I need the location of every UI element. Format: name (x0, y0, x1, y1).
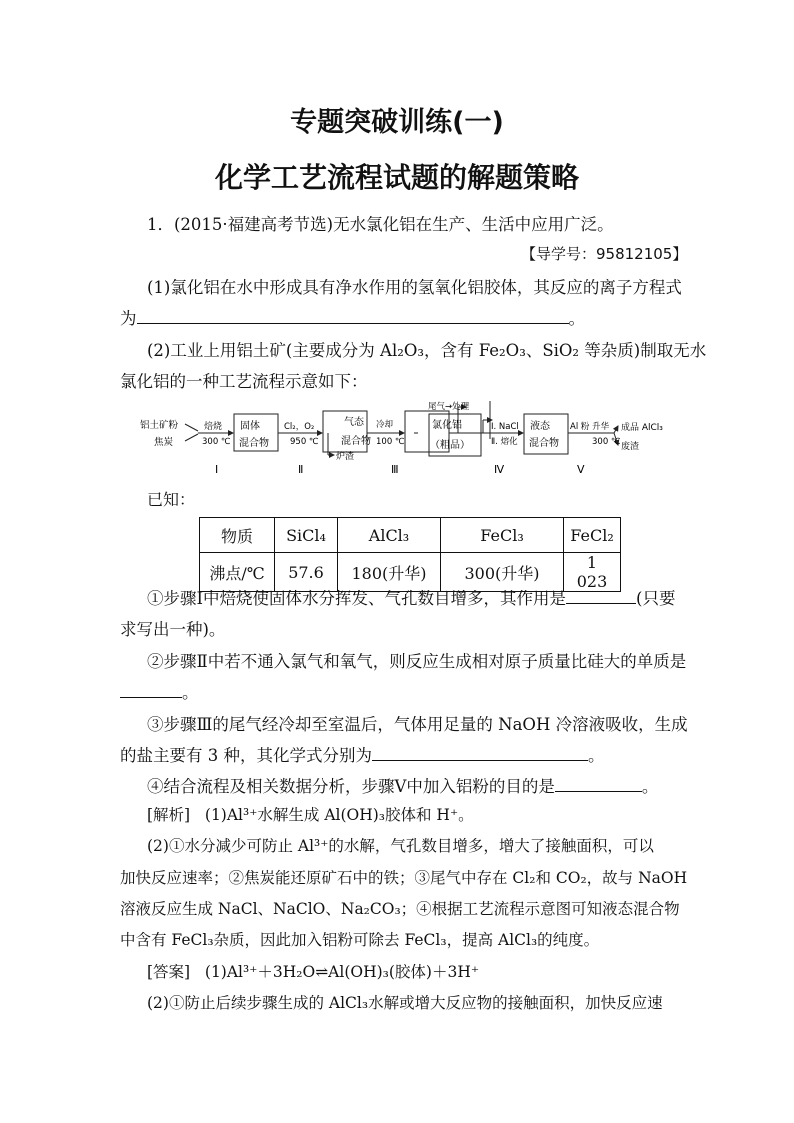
flow-arrow4-bottom: Ⅱ. 熔化 (491, 437, 518, 447)
flow-step-2: Ⅱ (298, 463, 304, 476)
answer-line1 (147, 960, 479, 982)
answer-blank-3[interactable] (120, 683, 182, 698)
page-title: 专题突破训练(一) (290, 107, 504, 138)
sub1-line1 (147, 585, 675, 609)
sub3-line2 (120, 742, 605, 766)
analysis-label: [解析] (147, 806, 191, 824)
answer-text: (1)Al³⁺＋3H₂O⇌Al(OH)₃(胶体)＋3H⁺ (204, 963, 480, 981)
flow-step-4: Ⅳ (494, 463, 505, 476)
table-header: FeCl₂ (564, 518, 621, 553)
sub4-line1 (147, 773, 658, 797)
part1-prefix: 为 (120, 309, 137, 328)
part1-end: 。 (568, 309, 585, 328)
table-cell: 57.6 (275, 553, 338, 592)
sub3-text: 的盐主要有 3 种，其化学式分别为 (120, 746, 372, 765)
flow-box1-line1: 固体 (240, 421, 260, 432)
sub1-suffix: (只要 (636, 589, 676, 608)
answer-blank-4[interactable] (372, 746, 588, 761)
flow-arrow3-bottom: 100 ℃ (376, 437, 405, 447)
flow-arrow4-top: Ⅰ. NaCl (491, 422, 519, 432)
flow-step-3: Ⅲ (391, 463, 399, 476)
analysis-line5: 中含有 FeCl₃杂质，因此加入铝粉可除去 FeCl₃，提高 AlCl₃的纯度。 (120, 931, 600, 949)
process-flow-diagram (140, 398, 685, 478)
part1-line2 (120, 305, 585, 329)
flow-tail-gas: 尾气→处理 (428, 402, 470, 412)
flow-arrow2-bottom: 950 ℃ (290, 437, 319, 447)
table-header: SiCl₄ (275, 518, 338, 553)
table-header-row (200, 518, 621, 553)
flow-arrow1-top: 焙烧 (204, 422, 223, 432)
guide-number: 【导学号：95812105】 (521, 245, 688, 263)
part2-line2: 氯化铝的一种工艺流程示意如下： (120, 372, 368, 391)
part1-line1: (1)氯化铝在水中形成具有净水作用的氢氧化铝胶体，其反应的离子方程式 (147, 278, 682, 297)
sub3-line1: ③步骤Ⅲ的尾气经冷却至室温后，气体用足量的 NaOH 冷溶液吸收，生成 (147, 715, 688, 734)
flow-arrow1-bottom: 300 ℃ (202, 437, 231, 447)
answer-label: [答案] (147, 963, 191, 981)
flow-step-1: Ⅰ (215, 463, 219, 476)
boiling-point-table (199, 517, 621, 592)
flow-step-5: Ⅴ (577, 463, 585, 476)
sub4-text: ④结合流程及相关数据分析，步骤Ⅴ中加入铝粉的目的是 (147, 777, 555, 796)
flow-slag: 炉渣 (336, 452, 355, 462)
analysis-line1 (147, 803, 474, 825)
flow-box3-line1: 氯化铝 (432, 420, 462, 431)
flow-input-coke: 焦炭 (154, 437, 174, 448)
analysis-line2: (2)①水分减少可防止 Al³⁺的水解，气孔数目增多，增大了接触面积，可以 (147, 837, 654, 855)
flow-box3-line2: （粗品） (430, 440, 470, 451)
analysis-line3: 加快反应速率；②焦炭能还原矿石中的铁；③尾气中存在 Cl₂和 CO₂，故与 NaOH (120, 869, 688, 887)
table-cell: 180(升华) (338, 553, 441, 592)
flow-output-waste: 废渣 (621, 442, 640, 452)
sub2-line1: ②步骤Ⅱ中若不通入氯气和氧气，则反应生成相对原子质量比硅大的单质是 (147, 652, 687, 671)
table-header: 物质 (200, 518, 275, 553)
table-cell: 沸点/℃ (200, 553, 275, 592)
flow-box4-line1: 液态 (530, 421, 550, 432)
answer-blank-2[interactable] (566, 589, 636, 604)
analysis-line4: 溶液反应生成 NaCl、NaClO、Na₂CO₃；④根据工艺流程示意图可知液态混合物 (120, 900, 680, 918)
analysis-text: (1)Al³⁺水解生成 Al(OH)₃胶体和 H⁺。 (204, 806, 474, 824)
flow-arrow2-top: Cl₂，O₂ (284, 422, 315, 432)
sub1-line2: 求写出一种)。 (120, 620, 226, 639)
table-cell: 300(升华) (441, 553, 564, 592)
sub2-end: 。 (182, 683, 199, 702)
page-subtitle: 化学工艺流程试题的解题策略 (214, 161, 579, 194)
sub2-line2 (120, 679, 199, 703)
table-header: FeCl₃ (441, 518, 564, 553)
known-label: 已知： (147, 490, 196, 509)
sub1-text: ①步骤Ⅰ中焙烧使固体水分挥发、气孔数目增多，其作用是 (147, 589, 567, 608)
answer-blank-1[interactable] (137, 309, 569, 324)
flow-arrow3-top: 冷却 (376, 420, 394, 430)
flow-box1-line2: 混合物 (239, 438, 269, 449)
flow-arrow5-bottom: 300 ℃ (592, 437, 621, 447)
answer-line2: (2)①防止后续步骤生成的 AlCl₃水解或增大反应物的接触面积，加快反应速 (147, 994, 663, 1012)
flow-box4-line2: 混合物 (529, 438, 559, 449)
table-header: AlCl₃ (338, 518, 441, 553)
table-cell: 1 023 (564, 553, 621, 592)
flow-output-product: 成品 AlCl₃ (621, 423, 663, 433)
part2-line1: (2)工业上用铝土矿(主要成分为 Al₂O₃，含有 Fe₂O₃、SiO₂ 等杂质)制取无水 (147, 341, 707, 360)
question-intro: 1．(2015·福建高考节选)无水氯化铝在生产、生活中应用广泛。 (147, 215, 614, 234)
sub4-end: 。 (641, 777, 659, 796)
sub3-end: 。 (588, 746, 605, 765)
flow-arrow5-top: Al 粉 升华 (570, 422, 610, 432)
answer-blank-5[interactable] (555, 777, 642, 792)
flow-input-ore: 铝土矿粉 (140, 420, 179, 431)
flow-box2-line2: 混合物 (341, 436, 371, 447)
flow-box2-line1: 气态 (344, 417, 364, 428)
